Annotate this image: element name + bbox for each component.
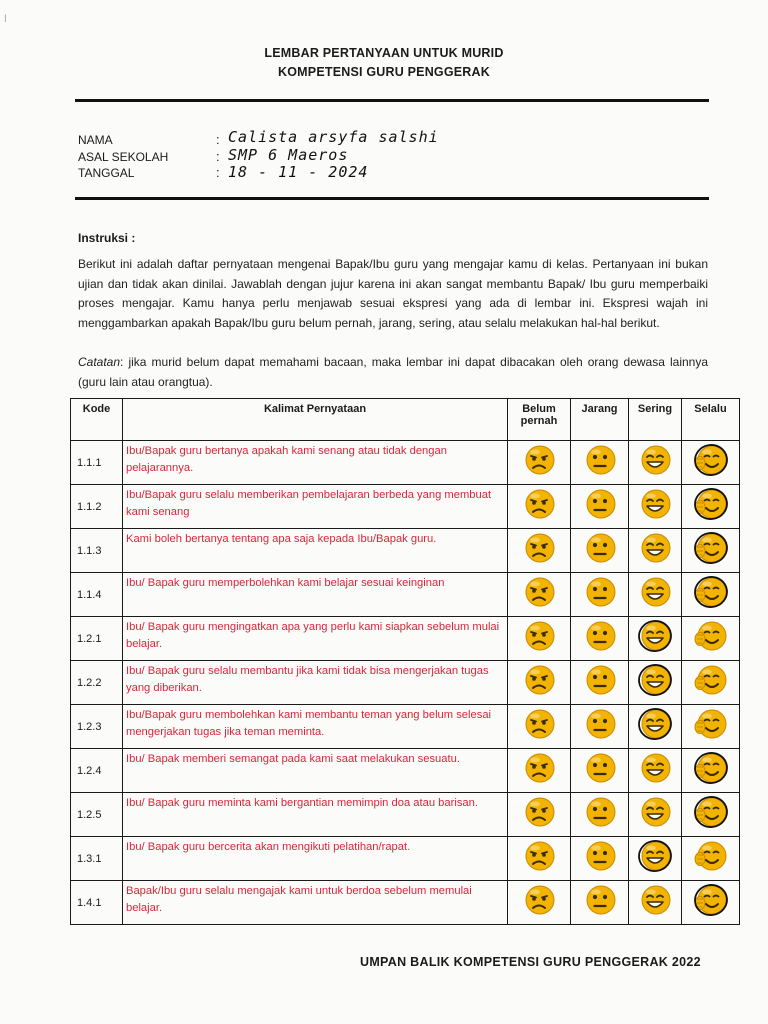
row-statement: Ibu/ Bapak guru selalu membantu jika kami tidak bisa mengerjakan tugas yang diberikan.: [123, 661, 508, 705]
response-cell-always[interactable]: [682, 617, 740, 661]
circled-always-face-icon: [694, 575, 728, 609]
instructions-paragraph: Berikut ini adalah daftar pernyataan mengenai Bapak/Ibu guru yang mengajar kamu di kelas. Pertanyaan ini bukan ujian dan tidak akan dinilai. Jawablah dengan jujur karena ini akan sangat membantu Bapak/ Ibu guru memperbaiki proses mengajar. Kamu hanya perlu menjawab sesuai ekspresi yang ada di lembar ini. Ekspresi wajah ini menggambarkan apakah Bapak/Ibu guru belum pernah, jarang, sering, atau selalu melakukan hal-hal berikut.: [78, 257, 708, 330]
rarely-face-icon: [583, 487, 617, 521]
response-cell-never[interactable]: [508, 573, 571, 617]
response-cell-often[interactable]: [629, 529, 682, 573]
rarely-face-icon: [583, 883, 617, 917]
never-face-icon: [522, 795, 556, 829]
never-face-icon: [522, 707, 556, 741]
never-face-icon: [522, 575, 556, 609]
rarely-face-icon: [583, 531, 617, 565]
response-cell-never[interactable]: [508, 749, 571, 793]
header-code: Kode: [71, 399, 123, 441]
note-text: : jika murid belum dapat memahami bacaan, maka lembar ini dapat dibacakan oleh orang dewasa lainnya (guru lain atau orangtua).: [78, 355, 708, 389]
name-colon: :: [216, 132, 220, 147]
date-label: TANGGAL: [78, 166, 135, 180]
often-face-icon: [638, 751, 672, 785]
never-face-icon: [522, 751, 556, 785]
header-never: Belum pernah: [508, 399, 571, 441]
table-row: [71, 837, 740, 881]
response-cell-rarely[interactable]: [571, 573, 629, 617]
rarely-face-icon: [583, 795, 617, 829]
response-cell-always[interactable]: [682, 837, 740, 881]
circled-often-face-icon: [638, 707, 672, 741]
often-face-icon: [638, 443, 672, 477]
row-code: 1.2.4: [71, 749, 123, 793]
response-cell-always[interactable]: [682, 749, 740, 793]
rarely-face-icon: [583, 575, 617, 609]
header-always: Selalu: [682, 399, 740, 441]
never-face-icon: [522, 619, 556, 653]
page-subtitle: KOMPETENSI GURU PENGGERAK: [278, 65, 490, 79]
response-cell-never[interactable]: [508, 617, 571, 661]
row-code: 1.1.1: [71, 441, 123, 485]
table-row: [71, 617, 740, 661]
response-cell-never[interactable]: [508, 705, 571, 749]
date-colon: :: [216, 165, 220, 180]
row-statement: Bapak/Ibu guru selalu mengajak kami untuk berdoa sebelum memulai belajar.: [123, 881, 508, 925]
row-code: 1.2.1: [71, 617, 123, 661]
row-statement: Ibu/ Bapak memberi semangat pada kami saat melakukan sesuatu.: [123, 749, 508, 793]
school-value[interactable]: SMP 6 Maeros: [228, 146, 349, 164]
response-cell-often[interactable]: [629, 705, 682, 749]
response-cell-never[interactable]: [508, 837, 571, 881]
row-statement: Ibu/ Bapak guru meminta kami bergantian memimpin doa atau barisan.: [123, 793, 508, 837]
divider-bottom: [75, 197, 709, 200]
header-rarely: Jarang: [571, 399, 629, 441]
circled-always-face-icon: [694, 795, 728, 829]
response-cell-often[interactable]: [629, 793, 682, 837]
row-code: 1.1.2: [71, 485, 123, 529]
rarely-face-icon: [583, 751, 617, 785]
response-cell-rarely[interactable]: [571, 529, 629, 573]
table-row: [71, 485, 740, 529]
scan-mark: ا: [4, 14, 7, 25]
table-row: [71, 749, 740, 793]
table-row: [71, 881, 740, 925]
response-cell-never[interactable]: [508, 529, 571, 573]
row-statement: Ibu/Bapak guru selalu memberikan pembelajaran berbeda yang membuat kami senang: [123, 485, 508, 529]
row-statement: Ibu/Bapak guru membolehkan kami membantu teman yang belum selesai mengerjakan tugas jika teman meminta.: [123, 705, 508, 749]
response-cell-often[interactable]: [629, 441, 682, 485]
always-face-icon: [694, 707, 728, 741]
never-face-icon: [522, 487, 556, 521]
survey-table: [70, 398, 740, 925]
response-cell-always[interactable]: [682, 573, 740, 617]
often-face-icon: [638, 531, 672, 565]
response-cell-always[interactable]: [682, 441, 740, 485]
header-often: Sering: [629, 399, 682, 441]
circled-often-face-icon: [638, 663, 672, 697]
table-header-row: [71, 399, 740, 441]
row-code: 1.1.3: [71, 529, 123, 573]
always-face-icon: [694, 663, 728, 697]
response-cell-rarely[interactable]: [571, 441, 629, 485]
table-row: [71, 529, 740, 573]
circled-always-face-icon: [694, 883, 728, 917]
instructions-heading: Instruksi :: [78, 231, 136, 245]
response-cell-always[interactable]: [682, 793, 740, 837]
never-face-icon: [522, 443, 556, 477]
circled-often-face-icon: [638, 839, 672, 873]
school-colon: :: [216, 149, 220, 164]
header-statement: Kalimat Pernyataan: [123, 399, 508, 441]
always-face-icon: [694, 839, 728, 873]
row-code: 1.4.1: [71, 881, 123, 925]
response-cell-often[interactable]: [629, 573, 682, 617]
never-face-icon: [522, 663, 556, 697]
response-cell-often[interactable]: [629, 837, 682, 881]
table-row: [71, 793, 740, 837]
circled-often-face-icon: [638, 619, 672, 653]
response-cell-always[interactable]: [682, 661, 740, 705]
row-code: 1.2.3: [71, 705, 123, 749]
always-face-icon: [694, 619, 728, 653]
response-cell-rarely[interactable]: [571, 881, 629, 925]
response-cell-often[interactable]: [629, 881, 682, 925]
rarely-face-icon: [583, 707, 617, 741]
response-cell-rarely[interactable]: [571, 705, 629, 749]
rarely-face-icon: [583, 619, 617, 653]
row-statement: Ibu/ Bapak guru memperbolehkan kami belajar sesuai keinginan: [123, 573, 508, 617]
response-cell-often[interactable]: [629, 617, 682, 661]
response-cell-rarely[interactable]: [571, 485, 629, 529]
response-cell-never[interactable]: [508, 793, 571, 837]
rarely-face-icon: [583, 839, 617, 873]
table-row: [71, 573, 740, 617]
note-label: Catatan: [78, 355, 121, 369]
instructions-note: [78, 353, 708, 392]
response-cell-never[interactable]: [508, 661, 571, 705]
row-code: 1.3.1: [71, 837, 123, 881]
often-face-icon: [638, 487, 672, 521]
name-value[interactable]: Calista arsyfa salshi: [228, 128, 439, 146]
response-cell-rarely[interactable]: [571, 793, 629, 837]
never-face-icon: [522, 883, 556, 917]
often-face-icon: [638, 795, 672, 829]
page-title: LEMBAR PERTANYAAN UNTUK MURID: [264, 46, 504, 60]
response-cell-never[interactable]: [508, 881, 571, 925]
rarely-face-icon: [583, 443, 617, 477]
response-cell-rarely[interactable]: [571, 661, 629, 705]
footer-text: UMPAN BALIK KOMPETENSI GURU PENGGERAK 2022: [360, 955, 701, 969]
divider-top: [75, 99, 709, 102]
response-cell-never[interactable]: [508, 485, 571, 529]
circled-always-face-icon: [694, 443, 728, 477]
rarely-face-icon: [583, 663, 617, 697]
circled-always-face-icon: [694, 531, 728, 565]
table-row: [71, 441, 740, 485]
response-cell-often[interactable]: [629, 749, 682, 793]
row-code: 1.1.4: [71, 573, 123, 617]
response-cell-always[interactable]: [682, 705, 740, 749]
school-label: ASAL SEKOLAH: [78, 150, 169, 164]
never-face-icon: [522, 531, 556, 565]
often-face-icon: [638, 575, 672, 609]
often-face-icon: [638, 883, 672, 917]
table-row: [71, 705, 740, 749]
row-statement: Ibu/ Bapak guru mengingatkan apa yang perlu kami siapkan sebelum mulai belajar.: [123, 617, 508, 661]
response-cell-always[interactable]: [682, 529, 740, 573]
response-cell-rarely[interactable]: [571, 617, 629, 661]
row-statement: Kami boleh bertanya tentang apa saja kepada Ibu/Bapak guru.: [123, 529, 508, 573]
row-statement: Ibu/Bapak guru bertanya apakah kami senang atau tidak dengan pelajarannya.: [123, 441, 508, 485]
table-row: [71, 661, 740, 705]
row-statement: Ibu/ Bapak guru bercerita akan mengikuti pelatihan/rapat.: [123, 837, 508, 881]
never-face-icon: [522, 839, 556, 873]
circled-always-face-icon: [694, 751, 728, 785]
response-cell-never[interactable]: [508, 441, 571, 485]
circled-always-face-icon: [694, 487, 728, 521]
response-cell-often[interactable]: [629, 661, 682, 705]
response-cell-often[interactable]: [629, 485, 682, 529]
row-code: 1.2.2: [71, 661, 123, 705]
response-cell-rarely[interactable]: [571, 837, 629, 881]
response-cell-always[interactable]: [682, 485, 740, 529]
response-cell-rarely[interactable]: [571, 749, 629, 793]
response-cell-always[interactable]: [682, 881, 740, 925]
row-code: 1.2.5: [71, 793, 123, 837]
name-label: NAMA: [78, 133, 113, 147]
date-value[interactable]: 18 - 11 - 2024: [228, 163, 369, 181]
